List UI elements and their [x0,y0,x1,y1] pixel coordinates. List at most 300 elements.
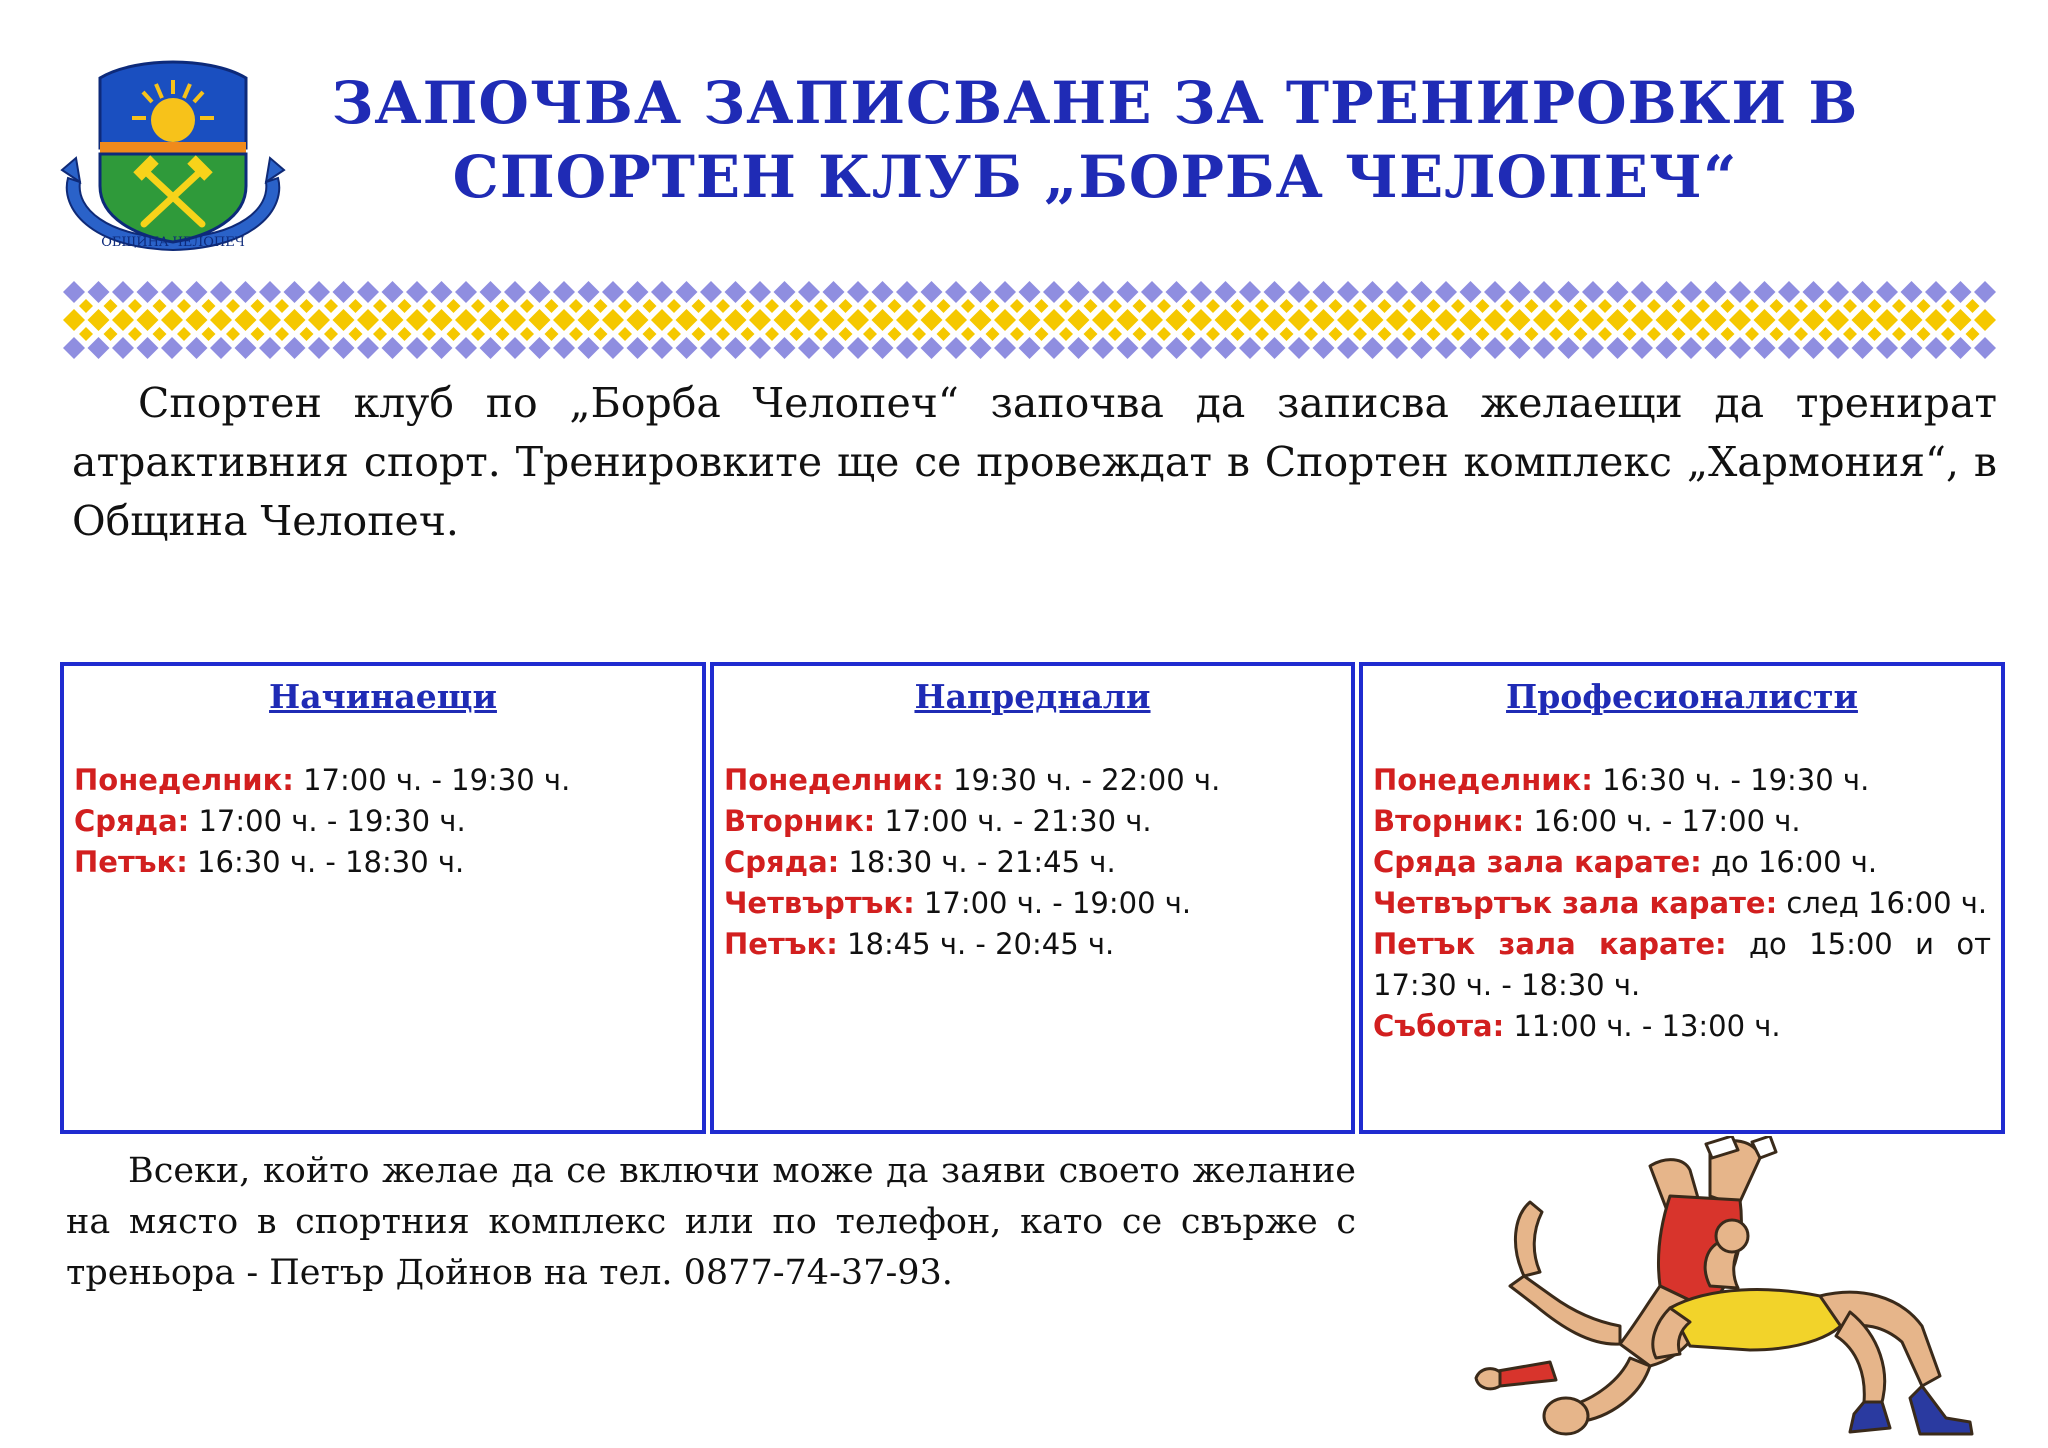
pattern-diamond [480,309,502,331]
pattern-diamond [839,299,853,313]
schedule-row [74,842,692,883]
pattern-diamond [1362,281,1384,303]
pattern-diamond [937,327,951,341]
pattern-diamond [594,299,608,313]
pattern-diamond [1215,309,1237,331]
pattern-diamond [1950,281,1972,303]
pattern-diamond [937,299,951,313]
pattern-diamond [1378,299,1392,313]
pattern-diamond [569,327,583,341]
pattern-diamond [324,327,338,341]
pattern-diamond [63,309,85,331]
pattern-diamond [1852,337,1874,359]
pattern-diamond [847,309,869,331]
pattern-diamond [324,299,338,313]
pattern-diamond [578,309,600,331]
pattern-diamond [1558,337,1580,359]
pattern-diamond [774,337,796,359]
pattern-diamond [480,337,502,359]
schedule-row [724,801,1341,842]
pattern-diamond [749,337,771,359]
pattern-diamond [545,327,559,341]
pattern-diamond [1819,299,1833,313]
pattern-diamond [1631,281,1653,303]
pattern-diamond [1966,327,1980,341]
pattern-diamond [1925,309,1947,331]
pattern-diamond [651,309,673,331]
pattern-diamond [1509,337,1531,359]
pattern-diamond [1484,281,1506,303]
pattern-diamond [349,327,363,341]
time-range: 16:00 ч. - 17:00 ч. [1524,804,1801,838]
pattern-diamond [455,337,477,359]
pattern-diamond [137,281,159,303]
pattern-diamond [774,281,796,303]
pattern-diamond [945,309,967,331]
pattern-diamond [431,281,453,303]
pattern-diamond [235,309,257,331]
pattern-diamond [259,309,281,331]
pattern-diamond [1574,299,1588,313]
pattern-diamond [1525,327,1539,341]
pattern-diamond [700,281,722,303]
pattern-diamond [569,299,583,313]
day-label: Четвъртък зала карате: [1373,886,1778,920]
pattern-diamond [210,281,232,303]
pattern-diamond [104,299,118,313]
pattern-diamond [1255,327,1269,341]
schedule-advanced [710,662,1355,1134]
pattern-diamond [1190,281,1212,303]
pattern-diamond [226,327,240,341]
time-range: 18:45 ч. - 20:45 ч. [837,927,1115,961]
pattern-diamond [1182,299,1196,313]
pattern-diamond [186,281,208,303]
pattern-diamond [863,299,877,313]
pattern-diamond [431,309,453,331]
pattern-diamond [774,309,796,331]
pattern-diamond [1843,327,1857,341]
pattern-diamond [259,337,281,359]
pattern-diamond [1476,299,1490,313]
pattern-diamond [1607,337,1629,359]
pattern-diamond [1264,337,1286,359]
pattern-diamond [1427,327,1441,341]
pattern-diamond [1794,327,1808,341]
pattern-diamond [333,281,355,303]
pattern-diamond [1950,309,1972,331]
pattern-diamond [1598,327,1612,341]
pattern-diamond [357,337,379,359]
pattern-diamond [896,309,918,331]
schedule-row [1373,760,1991,801]
pattern-diamond [1729,309,1751,331]
pattern-diamond [1206,327,1220,341]
pattern-diamond [1435,337,1457,359]
pattern-diamond [602,281,624,303]
pattern-diamond [1337,281,1359,303]
pattern-diamond [839,327,853,341]
pattern-diamond [921,281,943,303]
pattern-diamond [1117,281,1139,303]
pattern-diamond [618,327,632,341]
pattern-diamond [520,299,534,313]
pattern-diamond [504,309,526,331]
schedule-row [724,842,1341,883]
pattern-diamond [676,309,698,331]
pattern-diamond [1166,337,1188,359]
pattern-diamond [741,299,755,313]
pattern-diamond [1974,281,1996,303]
pattern-diamond [1656,281,1678,303]
pattern-diamond [161,309,183,331]
group-title: Професионалисти [1506,677,1858,716]
pattern-diamond [1500,299,1514,313]
pattern-diamond [1386,281,1408,303]
pattern-diamond [945,337,967,359]
pattern-diamond [300,327,314,341]
pattern-diamond [79,327,93,341]
pattern-diamond [406,337,428,359]
pattern-diamond [308,309,330,331]
pattern-diamond [284,309,306,331]
pattern-diamond [186,337,208,359]
pattern-diamond [1280,327,1294,341]
pattern-diamond [398,327,412,341]
pattern-diamond [1623,327,1637,341]
pattern-diamond [1672,327,1686,341]
pattern-diamond [1803,281,1825,303]
wrestlers-illustration [1470,1136,2018,1436]
pattern-diamond [1803,337,1825,359]
pattern-diamond [1705,309,1727,331]
pattern-diamond [1721,327,1735,341]
pattern-diamond [1549,327,1563,341]
day-label: Понеделник: [1373,763,1593,797]
pattern-diamond [422,327,436,341]
schedule-row [74,760,692,801]
pattern-diamond [1141,337,1163,359]
contact-text: Всеки, който желае да се включи може да заяви своето желание на място в спортния комплекс или по телефон, като се свърже с треньора - Петър Дойнов на тел. 0877-74-37-93. [66,1151,1356,1293]
pattern-diamond [872,281,894,303]
pattern-diamond [1035,327,1049,341]
pattern-diamond [1582,309,1604,331]
pattern-diamond [210,309,232,331]
pattern-diamond [1460,337,1482,359]
pattern-diamond [382,337,404,359]
pattern-diamond [970,337,992,359]
pattern-diamond [1402,299,1416,313]
pattern-diamond [284,337,306,359]
time-range: 17:00 ч. - 19:00 ч. [914,886,1192,920]
pattern-diamond [1484,309,1506,331]
pattern-diamond [373,327,387,341]
pattern-diamond [1631,337,1653,359]
time-range: до 15:00 и от 17:30 ч. - 18:30 ч. [1373,927,1991,1002]
pattern-diamond [1043,309,1065,331]
pattern-diamond [349,299,363,313]
pattern-diamond [790,327,804,341]
pattern-diamond [1043,337,1065,359]
pattern-diamond [308,281,330,303]
pattern-diamond [651,281,673,303]
pattern-diamond [398,299,412,313]
pattern-diamond [749,281,771,303]
pattern-diamond [1019,309,1041,331]
diamond-pattern-divider [62,278,2000,362]
pattern-diamond [88,309,110,331]
pattern-diamond [1966,299,1980,313]
pattern-diamond [1680,281,1702,303]
intro-paragraph [72,374,1997,551]
schedule-row [1373,842,1991,883]
pattern-diamond [1206,299,1220,313]
pattern-diamond [496,327,510,341]
title-line-1: ЗАПОЧВА ЗАПИСВАНЕ ЗА ТРЕНИРОВКИ В [331,69,1859,137]
pattern-diamond [1827,281,1849,303]
pattern-diamond [300,299,314,313]
day-label: Сряда: [724,845,840,879]
time-range: 18:30 ч. - 21:45 ч. [839,845,1116,879]
pattern-diamond [823,309,845,331]
pattern-diamond [1402,327,1416,341]
pattern-diamond [970,281,992,303]
pattern-diamond [529,281,551,303]
pattern-diamond [912,299,926,313]
crest-motto: ОБЩИНА ЧЕЛОПЕЧ [101,235,245,250]
pattern-diamond [994,309,1016,331]
pattern-diamond [798,309,820,331]
pattern-diamond [529,337,551,359]
pattern-diamond [1386,309,1408,331]
schedule-row [724,760,1341,801]
pattern-diamond [1059,327,1073,341]
pattern-diamond [1917,327,1931,341]
pattern-diamond [1288,337,1310,359]
pattern-diamond [1182,327,1196,341]
pattern-diamond [1231,299,1245,313]
pattern-diamond [1843,299,1857,313]
pattern-diamond [618,299,632,313]
pattern-diamond [202,299,216,313]
pattern-diamond [1084,299,1098,313]
pattern-diamond [1721,299,1735,313]
time-range: 16:30 ч. - 19:30 ч. [1592,763,1870,797]
time-range: 16:30 ч. - 18:30 ч. [187,845,465,879]
schedule-row [724,924,1341,965]
pattern-diamond [1329,299,1343,313]
pattern-diamond [1435,281,1457,303]
pattern-diamond [104,327,118,341]
pattern-diamond [1084,327,1098,341]
pattern-diamond [471,299,485,313]
pattern-diamond [504,337,526,359]
pattern-diamond [112,309,134,331]
pattern-diamond [1378,327,1392,341]
pattern-diamond [676,281,698,303]
pattern-diamond [275,327,289,341]
pattern-diamond [1304,299,1318,313]
pattern-diamond [1525,299,1539,313]
pattern-diamond [888,327,902,341]
pattern-diamond [667,327,681,341]
pattern-diamond [1019,337,1041,359]
pattern-diamond [161,337,183,359]
pattern-diamond [578,281,600,303]
pattern-diamond [602,309,624,331]
pattern-diamond [112,337,134,359]
pattern-diamond [1313,337,1335,359]
pattern-diamond [1264,309,1286,331]
pattern-diamond [1917,299,1931,313]
schedule-row [724,883,1341,924]
pattern-diamond [986,327,1000,341]
pattern-diamond [765,299,779,313]
pattern-diamond [594,327,608,341]
pattern-diamond [1950,337,1972,359]
pattern-diamond [1680,337,1702,359]
pattern-diamond [1133,327,1147,341]
pattern-diamond [1484,337,1506,359]
pattern-diamond [1901,281,1923,303]
pattern-diamond [447,299,461,313]
day-label: Вторник: [1373,804,1525,838]
schedule-row [1373,924,1991,1006]
pattern-diamond [382,309,404,331]
pattern-diamond [1215,281,1237,303]
pattern-diamond [1329,327,1343,341]
pattern-diamond [357,309,379,331]
pattern-diamond [700,309,722,331]
pattern-diamond [496,299,510,313]
pattern-diamond [382,281,404,303]
pattern-diamond [1770,327,1784,341]
pattern-diamond [1068,309,1090,331]
municipality-crest-logo [60,58,286,258]
pattern-diamond [431,337,453,359]
pattern-diamond [627,309,649,331]
pattern-diamond [529,309,551,331]
pattern-diamond [161,281,183,303]
pattern-diamond [814,299,828,313]
pattern-diamond [1304,327,1318,341]
pattern-diamond [1558,309,1580,331]
pattern-diamond [1313,309,1335,331]
pattern-diamond [259,281,281,303]
pattern-diamond [1892,299,1906,313]
pattern-diamond [480,281,502,303]
pattern-diamond [1157,327,1171,341]
pattern-diamond [1337,337,1359,359]
time-range: до 16:00 ч. [1701,845,1878,879]
pattern-diamond [153,299,167,313]
pattern-diamond [1729,281,1751,303]
pattern-diamond [1411,309,1433,331]
pattern-diamond [1803,309,1825,331]
pattern-diamond [1827,337,1849,359]
pattern-diamond [520,327,534,341]
time-range: 17:00 ч. - 19:30 ч. [293,763,571,797]
pattern-diamond [765,327,779,341]
pattern-diamond [553,309,575,331]
schedule-row [1373,801,1991,842]
pattern-diamond [1631,309,1653,331]
pattern-diamond [112,281,134,303]
pattern-diamond [1778,281,1800,303]
pattern-diamond [1509,281,1531,303]
pattern-diamond [1386,337,1408,359]
schedule-row [1373,1006,1991,1047]
day-label: Петък зала карате: [1373,927,1727,961]
pattern-diamond [1362,337,1384,359]
schedule-row [1373,883,1991,924]
pattern-diamond [1509,309,1531,331]
pattern-diamond [1255,299,1269,313]
pattern-diamond [994,281,1016,303]
time-range: 17:00 ч. - 19:30 ч. [189,804,466,838]
pattern-diamond [251,327,265,341]
pattern-diamond [790,299,804,313]
pattern-diamond [1941,327,1955,341]
pattern-diamond [1313,281,1335,303]
intro-text: Спортен клуб по „Борба Челопеч“ започва да записва желаещи да тренират атрактивния спорт. Тренировките ще се провеждат в Спортен комплекс „Хармония“, в Община Челопеч. [72,379,1997,545]
pattern-diamond [128,299,142,313]
pattern-diamond [1754,337,1776,359]
pattern-diamond [137,309,159,331]
day-label: Събота: [1373,1009,1505,1043]
pattern-diamond [1476,327,1490,341]
pattern-diamond [1647,327,1661,341]
pattern-diamond [888,299,902,313]
pattern-diamond [1607,309,1629,331]
pattern-diamond [235,281,257,303]
pattern-diamond [1941,299,1955,313]
pattern-diamond [88,337,110,359]
pattern-diamond [1656,337,1678,359]
pattern-diamond [1427,299,1441,313]
pattern-diamond [994,337,1016,359]
pattern-diamond [177,299,191,313]
pattern-diamond [986,299,1000,313]
pattern-diamond [1092,309,1114,331]
pattern-diamond [725,337,747,359]
pattern-diamond [1582,337,1604,359]
pattern-diamond [1190,337,1212,359]
pattern-diamond [1974,309,1996,331]
pattern-diamond [1500,327,1514,341]
day-label: Сряда: [74,804,190,838]
pattern-diamond [63,337,85,359]
pattern-diamond [1280,299,1294,313]
pattern-diamond [63,281,85,303]
pattern-diamond [798,281,820,303]
pattern-diamond [651,337,673,359]
pattern-diamond [602,337,624,359]
pattern-diamond [545,299,559,313]
pattern-diamond [1754,281,1776,303]
pattern-diamond [186,309,208,331]
pattern-diamond [1868,327,1882,341]
pattern-diamond [235,337,257,359]
pattern-diamond [1729,337,1751,359]
pattern-diamond [1901,309,1923,331]
pattern-diamond [1925,337,1947,359]
pattern-diamond [1117,309,1139,331]
schedule-beginners [60,662,706,1134]
pattern-diamond [847,337,869,359]
pattern-diamond [921,337,943,359]
pattern-diamond [210,337,232,359]
